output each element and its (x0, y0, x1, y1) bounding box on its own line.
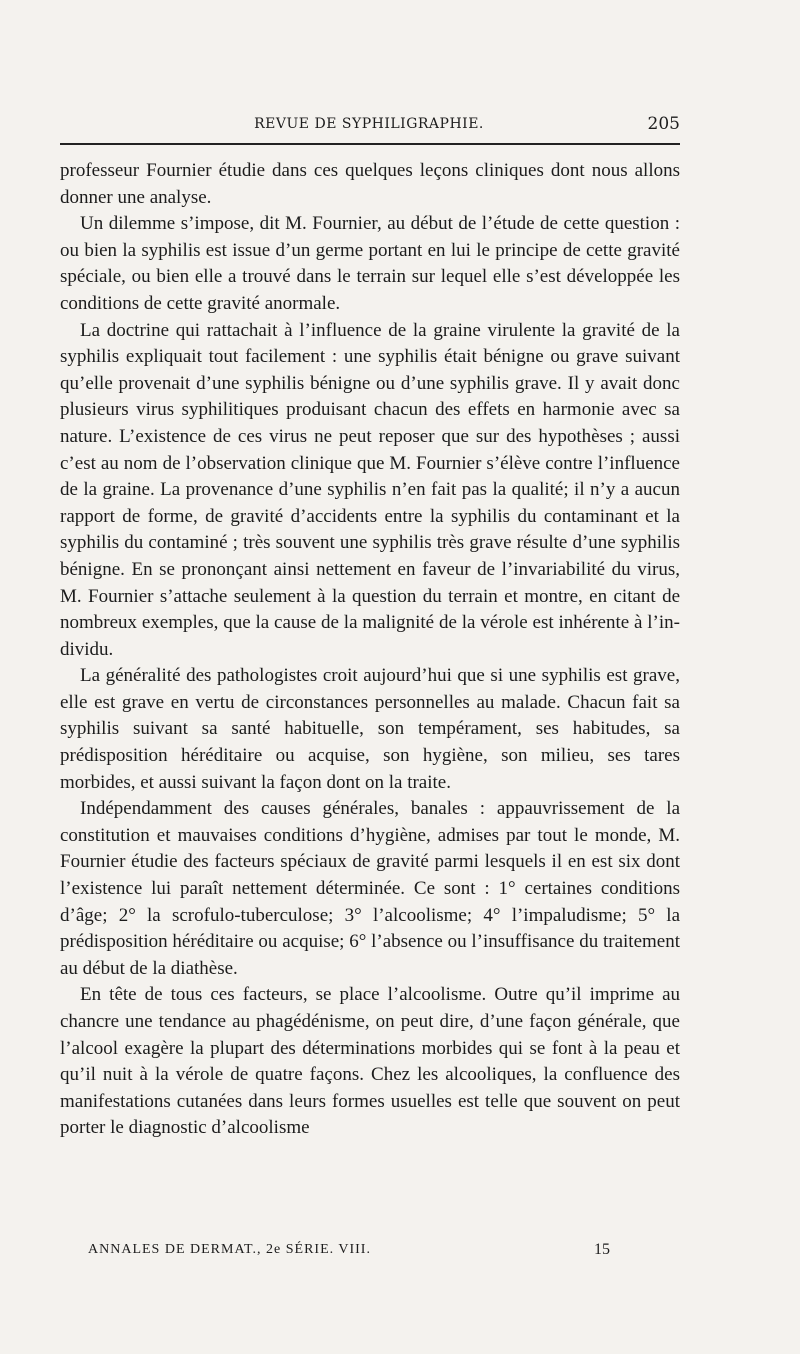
paragraph-generalite: La généralité des pathologistes croit aujourd’hui que si une syphilis est grave, elle est grave en vertu de circonstances personnelles au malade. Chacun fait sa syphilis suivant sa santé habituelle, son tempérament, ses habitudes, sa prédisposition héréditaire ou acquise, son hygiène, son milieu, ses tares morbides, et aussi suivant la façon dont on la traite. (60, 665, 680, 793)
page-number: 205 (647, 114, 680, 134)
paragraph-doctrine: La doctrine qui rattachait à l’influence de la graine virulente la gravité de la syphilis expliquait tout facilement : une syphilis était bénigne ou grave suivant qu’elle provenait d’une syphilis bénigne ou d’une syphilis grave. Il y avait donc plusieurs virus syphilitiques produisant chacun des effets en harmonie avec sa nature. L’existence de ces virus ne peut reposer que sur des hypothèses ; aussi c’est au nom de l’observation clinique que M. Fournier s’élève contre l’influence de la graine. La provenance d’une syphilis n’en fait pas la qualité; il n’y a aucun rapport de forme, de gravité d’accidents entre la syphilis du contaminant et la syphilis du contaminé ; très souvent une syphilis très grave résulte d’une syphilis bénigne. En se prononçant ainsi nettement en faveur de l’invariabilité du virus, M. Fournier s’attache seulement à la question du terrain et montre, en citant de nombreux exemples, que la cause de la malignité de la vérole est inhérente à l’individu. (60, 319, 680, 660)
page-footer (60, 1242, 680, 1264)
running-head (58, 116, 680, 140)
running-title: REVUE DE SYPHILIGRAPHIE. (254, 116, 484, 132)
signature-mark: ANNALES DE DERMAT., 2e SÉRIE. VIII. (88, 1242, 371, 1257)
signature-number: 15 (594, 1241, 610, 1258)
paragraph-continuation: professeur Fournier étudie dans ces quelques leçons cliniques dont nous allons donner une analyse. (60, 160, 680, 208)
paragraph-dilemma: Un dilemme s’impose, dit M. Fournier, au début de l’étude de cette question : ou bien la syphilis est issue d’un germe portant en lui le principe de cette gravité spéciale, ou bien elle a trouvé dans le terrain sur lequel elle s’est développée les conditions de cette gravité anormale. (60, 213, 680, 314)
paragraph-alcoolisme: En tête de tous ces facteurs, se place l’alcoolisme. Outre qu’il imprime au chancre une tendance au phagédénisme, on peut dire, d’une façon générale, que l’alcool exagère la plupart des déterminations morbides qui se font à la peau et qu’il nuit à la vérole de quatre façons. Chez les alcooliques, la confluence des manifestations cutanées dans leurs formes usuelles est telle que souvent on peut porter le diagnostic d’alcoolisme (60, 984, 680, 1139)
paragraph-facteurs: Indépendamment des causes générales, banales : appauvrissement de la constitution et mauvaises conditions d’hygiène, admises par tout le monde, M. Fournier étudie des facteurs spéciaux de gravité parmi lesquels il en est six dont l’existence lui paraît nettement déterminée. Ce sont : 1° certaines conditions d’âge; 2° la scrofulo-tuberculose; 3° l’alcoolisme; 4° l’impaludisme; 5° la prédisposition héréditaire ou acquise; 6° l’absence ou l’insuffisance du traitement au début de la diathèse. (60, 798, 680, 979)
header-rule (60, 143, 680, 145)
body-text (60, 158, 680, 1142)
